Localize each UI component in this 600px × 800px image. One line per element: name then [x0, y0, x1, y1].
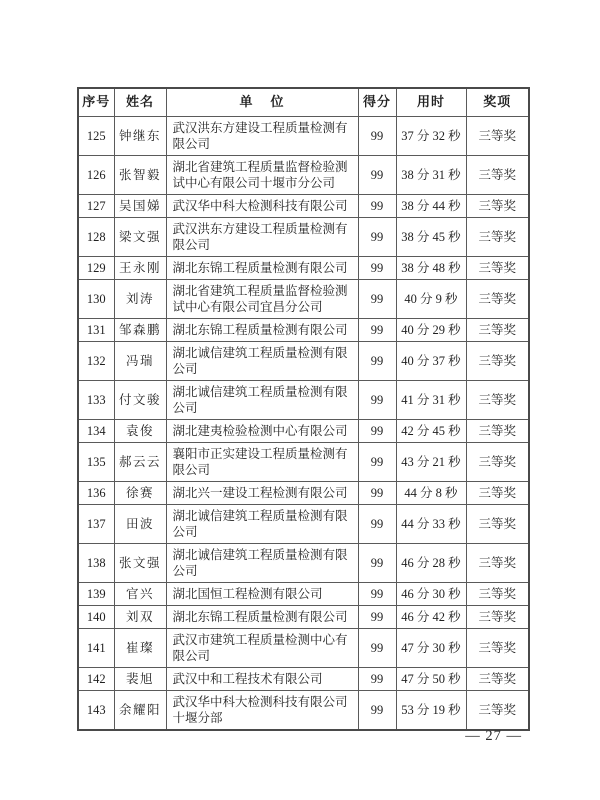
cell-serial-number: 126	[78, 155, 114, 194]
cell-name: 张智毅	[114, 155, 166, 194]
cell-time-used: 46 分 30 秒	[396, 582, 466, 605]
cell-name: 徐赛	[114, 481, 166, 504]
cell-unit: 湖北诚信建筑工程质量检测有限公司	[166, 504, 358, 543]
table-row	[78, 605, 529, 628]
cell-score: 99	[358, 504, 396, 543]
cell-time-used: 47 分 50 秒	[396, 667, 466, 690]
cell-serial-number: 131	[78, 318, 114, 341]
cell-name: 吴国娣	[114, 194, 166, 217]
cell-serial-number: 137	[78, 504, 114, 543]
table-row	[78, 504, 529, 543]
cell-award: 三等奖	[466, 442, 529, 481]
cell-unit: 湖北省建筑工程质量监督检验测试中心有限公司十堰市分公司	[166, 155, 358, 194]
cell-award: 三等奖	[466, 667, 529, 690]
cell-time-used: 38 分 48 秒	[396, 256, 466, 279]
header-unit: 单 位	[166, 88, 358, 116]
cell-serial-number: 138	[78, 543, 114, 582]
cell-score: 99	[358, 628, 396, 667]
cell-time-used: 53 分 19 秒	[396, 690, 466, 730]
cell-award: 三等奖	[466, 341, 529, 380]
cell-score: 99	[358, 256, 396, 279]
cell-score: 99	[358, 341, 396, 380]
cell-name: 郝云云	[114, 442, 166, 481]
cell-time-used: 38 分 31 秒	[396, 155, 466, 194]
cell-unit: 襄阳市正实建设工程质量检测有限公司	[166, 442, 358, 481]
cell-unit: 湖北诚信建筑工程质量检测有限公司	[166, 543, 358, 582]
cell-unit: 武汉中和工程技术有限公司	[166, 667, 358, 690]
table-row	[78, 690, 529, 730]
cell-score: 99	[358, 690, 396, 730]
cell-name: 袁俊	[114, 419, 166, 442]
cell-time-used: 44 分 33 秒	[396, 504, 466, 543]
cell-score: 99	[358, 155, 396, 194]
cell-name: 付文骏	[114, 380, 166, 419]
cell-serial-number: 134	[78, 419, 114, 442]
table-row	[78, 155, 529, 194]
cell-award: 三等奖	[466, 194, 529, 217]
cell-serial-number: 143	[78, 690, 114, 730]
cell-award: 三等奖	[466, 628, 529, 667]
cell-unit: 武汉市建筑工程质量检测中心有限公司	[166, 628, 358, 667]
cell-score: 99	[358, 605, 396, 628]
table-row	[78, 318, 529, 341]
cell-unit: 武汉华中科大检测科技有限公司	[166, 194, 358, 217]
cell-award: 三等奖	[466, 279, 529, 318]
cell-score: 99	[358, 194, 396, 217]
cell-time-used: 40 分 29 秒	[396, 318, 466, 341]
cell-name: 刘双	[114, 605, 166, 628]
header-serial-number: 序号	[78, 88, 114, 116]
cell-score: 99	[358, 318, 396, 341]
cell-time-used: 40 分 9 秒	[396, 279, 466, 318]
cell-serial-number: 132	[78, 341, 114, 380]
cell-score: 99	[358, 442, 396, 481]
cell-name: 田波	[114, 504, 166, 543]
cell-serial-number: 133	[78, 380, 114, 419]
table-header	[78, 88, 529, 116]
cell-unit: 湖北东锦工程质量检测有限公司	[166, 318, 358, 341]
cell-score: 99	[358, 582, 396, 605]
cell-time-used: 37 分 32 秒	[396, 116, 466, 155]
table-row	[78, 380, 529, 419]
cell-name: 张文强	[114, 543, 166, 582]
cell-score: 99	[358, 543, 396, 582]
cell-time-used: 47 分 30 秒	[396, 628, 466, 667]
cell-score: 99	[358, 667, 396, 690]
cell-award: 三等奖	[466, 380, 529, 419]
cell-serial-number: 135	[78, 442, 114, 481]
page-number: — 27 —	[465, 728, 522, 744]
cell-serial-number: 128	[78, 217, 114, 256]
header-row	[78, 88, 529, 116]
cell-time-used: 41 分 31 秒	[396, 380, 466, 419]
cell-unit: 湖北诚信建筑工程质量检测有限公司	[166, 341, 358, 380]
cell-unit: 湖北省建筑工程质量监督检验测试中心有限公司宜昌分公司	[166, 279, 358, 318]
cell-serial-number: 139	[78, 582, 114, 605]
cell-score: 99	[358, 419, 396, 442]
table-row	[78, 217, 529, 256]
cell-score: 99	[358, 279, 396, 318]
cell-unit: 湖北兴一建设工程检测有限公司	[166, 481, 358, 504]
table-row	[78, 582, 529, 605]
cell-unit: 武汉洪东方建设工程质量检测有限公司	[166, 217, 358, 256]
cell-name: 邹森鹏	[114, 318, 166, 341]
table-row	[78, 341, 529, 380]
header-name: 姓名	[114, 88, 166, 116]
cell-score: 99	[358, 481, 396, 504]
table-row	[78, 279, 529, 318]
cell-award: 三等奖	[466, 481, 529, 504]
table-row	[78, 543, 529, 582]
cell-serial-number: 141	[78, 628, 114, 667]
cell-time-used: 46 分 28 秒	[396, 543, 466, 582]
cell-award: 三等奖	[466, 256, 529, 279]
table-row	[78, 419, 529, 442]
cell-time-used: 43 分 21 秒	[396, 442, 466, 481]
header-score: 得分	[358, 88, 396, 116]
cell-time-used: 40 分 37 秒	[396, 341, 466, 380]
cell-award: 三等奖	[466, 155, 529, 194]
cell-serial-number: 136	[78, 481, 114, 504]
table-row	[78, 667, 529, 690]
cell-serial-number: 130	[78, 279, 114, 318]
cell-unit: 湖北诚信建筑工程质量检测有限公司	[166, 380, 358, 419]
cell-name: 刘涛	[114, 279, 166, 318]
cell-name: 王永刚	[114, 256, 166, 279]
cell-name: 裴旭	[114, 667, 166, 690]
cell-unit: 湖北东锦工程质量检测有限公司	[166, 256, 358, 279]
cell-name: 冯瑞	[114, 341, 166, 380]
header-time-used: 用时	[396, 88, 466, 116]
table-row	[78, 194, 529, 217]
cell-unit: 湖北建夷检验检测中心有限公司	[166, 419, 358, 442]
cell-score: 99	[358, 116, 396, 155]
cell-name: 钟继东	[114, 116, 166, 155]
table-row	[78, 442, 529, 481]
cell-award: 三等奖	[466, 116, 529, 155]
cell-serial-number: 125	[78, 116, 114, 155]
cell-time-used: 46 分 42 秒	[396, 605, 466, 628]
cell-time-used: 38 分 44 秒	[396, 194, 466, 217]
cell-time-used: 38 分 45 秒	[396, 217, 466, 256]
cell-serial-number: 129	[78, 256, 114, 279]
cell-serial-number: 142	[78, 667, 114, 690]
header-award: 奖项	[466, 88, 529, 116]
cell-score: 99	[358, 380, 396, 419]
cell-unit: 湖北东锦工程质量检测有限公司	[166, 605, 358, 628]
table-row	[78, 628, 529, 667]
cell-award: 三等奖	[466, 543, 529, 582]
cell-time-used: 44 分 8 秒	[396, 481, 466, 504]
table-row	[78, 481, 529, 504]
cell-name: 崔璨	[114, 628, 166, 667]
cell-score: 99	[358, 217, 396, 256]
results-table	[77, 87, 530, 731]
cell-award: 三等奖	[466, 318, 529, 341]
cell-name: 官兴	[114, 582, 166, 605]
cell-award: 三等奖	[466, 217, 529, 256]
cell-unit: 湖北国恒工程检测有限公司	[166, 582, 358, 605]
cell-award: 三等奖	[466, 419, 529, 442]
cell-serial-number: 140	[78, 605, 114, 628]
cell-unit: 武汉华中科大检测科技有限公司十堰分部	[166, 690, 358, 730]
cell-serial-number: 127	[78, 194, 114, 217]
cell-unit: 武汉洪东方建设工程质量检测有限公司	[166, 116, 358, 155]
cell-name: 梁文强	[114, 217, 166, 256]
cell-award: 三等奖	[466, 504, 529, 543]
cell-name: 余耀阳	[114, 690, 166, 730]
cell-time-used: 42 分 45 秒	[396, 419, 466, 442]
table-row	[78, 116, 529, 155]
cell-award: 三等奖	[466, 582, 529, 605]
cell-award: 三等奖	[466, 690, 529, 730]
cell-award: 三等奖	[466, 605, 529, 628]
table-row	[78, 256, 529, 279]
table-body	[78, 116, 529, 730]
